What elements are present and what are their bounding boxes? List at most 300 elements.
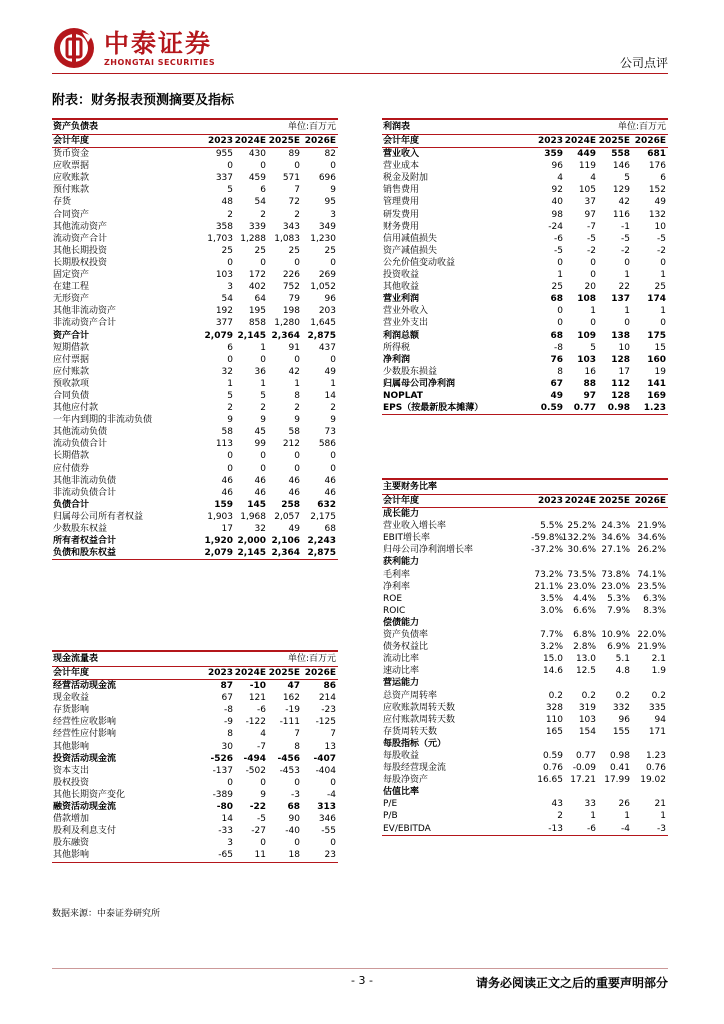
cell-value: 2 — [227, 403, 233, 414]
cell-value: 2,875 — [307, 548, 336, 559]
logo-english-name: ZHONGTAI SECURITIES — [104, 58, 216, 67]
cell-value: 0.2 — [581, 690, 596, 701]
cell-value: 4 — [590, 173, 596, 184]
cell-value: 195 — [248, 306, 266, 317]
row-label: 偿债能力 — [383, 617, 420, 628]
cell-value: 0.76 — [542, 763, 563, 774]
cell-value: -404 — [315, 765, 336, 776]
row-label: 销售费用 — [383, 185, 420, 196]
cell-value: 17.99 — [604, 775, 630, 786]
table-row — [382, 774, 668, 786]
cell-value: 332 — [612, 702, 630, 713]
cell-value: 343 — [282, 221, 300, 232]
cell-value: 5 — [624, 173, 630, 184]
cell-value: 5 — [227, 185, 233, 196]
cell-value: 2 — [557, 811, 563, 822]
cell-value: 0 — [557, 318, 563, 329]
cell-value: 337 — [215, 173, 233, 184]
row-label: NOPLAT — [383, 390, 423, 401]
cell-value: 17.21 — [570, 775, 596, 786]
cell-value: 96 — [551, 161, 563, 172]
table-row — [382, 317, 668, 329]
cell-value: -13 — [548, 823, 563, 834]
table-row — [382, 257, 668, 269]
cell-value: 5 — [260, 390, 266, 401]
cell-value: 1,083 — [274, 233, 300, 244]
row-label: 研发费用 — [383, 209, 420, 220]
cell-value: 79 — [288, 294, 300, 305]
cell-value: 0.77 — [575, 750, 596, 761]
row-label: 应收账款 — [53, 173, 90, 184]
financial-ratios-table — [382, 478, 668, 836]
cell-value: 10 — [654, 221, 666, 232]
cell-value: -111 — [279, 717, 300, 728]
cell-value: 0.59 — [542, 750, 563, 761]
table-row — [52, 366, 338, 378]
table-unit: 单位:百万元 — [287, 122, 336, 132]
cell-value: 73.5% — [567, 569, 596, 580]
cell-value: -24 — [548, 221, 563, 232]
cell-value: 99 — [254, 439, 266, 450]
table-title: 现金流量表 — [53, 654, 99, 664]
cell-value: 0 — [294, 451, 300, 462]
cell-value: 96 — [324, 294, 336, 305]
table-title: 主要财务比率 — [383, 482, 438, 492]
table-row — [382, 544, 668, 556]
cell-value: 696 — [318, 173, 336, 184]
row-label: 少数股东权益 — [53, 524, 108, 534]
row-label: 应付账款周转天数 — [383, 714, 456, 725]
cell-value: 2,364 — [271, 330, 300, 341]
cell-value: 1 — [330, 378, 336, 389]
table-header-row — [52, 667, 338, 680]
cell-value: 14 — [324, 390, 336, 401]
table-row — [52, 245, 338, 257]
cell-value: 15 — [654, 342, 666, 353]
table-row — [382, 762, 668, 774]
cell-value: 90 — [288, 814, 300, 825]
column-header: 2024E — [234, 668, 266, 678]
cell-value: 32 — [221, 366, 233, 377]
cell-value: -37.2% — [531, 545, 563, 556]
cell-value: 0 — [557, 306, 563, 317]
cell-value: 3.5% — [540, 593, 563, 604]
table-row — [52, 813, 338, 825]
cell-value: 162 — [282, 693, 300, 704]
row-label: 归母公司净利润增长率 — [383, 545, 474, 556]
table-row — [382, 569, 668, 581]
cell-value: 5 — [227, 390, 233, 401]
cell-value: -5 — [257, 814, 266, 825]
cell-value: 2,057 — [274, 511, 300, 522]
cell-value: 155 — [612, 726, 630, 737]
cell-value: 30 — [221, 741, 233, 752]
row-label: 资产减值损失 — [383, 245, 438, 256]
cell-value: 0.76 — [645, 763, 666, 774]
table-row — [382, 221, 668, 233]
cell-value: -40 — [285, 826, 300, 837]
cell-value: -55 — [321, 826, 336, 837]
cell-value: 14.6 — [542, 666, 563, 677]
column-header: 2023 — [207, 668, 233, 678]
table-row — [52, 765, 338, 777]
cell-value: 21.1% — [534, 581, 563, 592]
table-row — [382, 690, 668, 702]
table-row — [382, 342, 668, 354]
table-unit: 单位:百万元 — [287, 654, 336, 664]
cell-value: 17 — [221, 524, 233, 534]
cell-value: 858 — [248, 318, 266, 329]
cell-value: 346 — [318, 814, 336, 825]
cell-value: 40 — [551, 197, 563, 208]
cell-value: -22 — [249, 802, 266, 813]
row-label: 每股经营现金流 — [383, 763, 447, 774]
cell-value: 1 — [557, 270, 563, 281]
row-label: 速动比率 — [383, 666, 420, 677]
cell-value: 1 — [624, 306, 630, 317]
table-row — [52, 849, 338, 862]
column-header: 2026E — [304, 136, 336, 146]
cell-value: -137 — [212, 765, 233, 776]
table-unit: 单位:百万元 — [617, 122, 666, 132]
row-label: 资产合计 — [53, 330, 90, 341]
cell-value: 402 — [248, 282, 266, 293]
table-row — [382, 196, 668, 208]
row-label: 所有者权益合计 — [53, 536, 117, 547]
cell-value: 76 — [550, 354, 563, 365]
cell-value: 349 — [318, 221, 336, 232]
row-label: 财务费用 — [383, 221, 420, 232]
cell-value: 36 — [254, 366, 266, 377]
cell-value: -6 — [257, 705, 266, 716]
column-header: 2023 — [537, 136, 563, 146]
column-header: 会计年度 — [53, 668, 90, 678]
cell-value: 95 — [324, 197, 336, 208]
cell-value: 1 — [624, 270, 630, 281]
cell-value: 2,145 — [237, 548, 266, 559]
row-label: 合同资产 — [53, 209, 90, 220]
cell-value: -19 — [285, 705, 300, 716]
table-row — [52, 209, 338, 221]
cell-value: 0 — [260, 451, 266, 462]
cell-value: 172 — [248, 270, 266, 281]
row-label: 投资收益 — [383, 270, 420, 281]
cash-flow-table — [52, 650, 338, 863]
table-row — [382, 532, 668, 544]
table-row — [382, 798, 668, 810]
cell-value: 165 — [545, 726, 563, 737]
cell-value: 1 — [590, 811, 596, 822]
table-row — [52, 741, 338, 753]
table-row — [382, 714, 668, 726]
cell-value: 0 — [260, 257, 266, 268]
row-label: 归属母公司净利润 — [383, 378, 456, 389]
table-row — [382, 148, 668, 160]
cell-value: -3 — [657, 823, 666, 834]
cell-value: 145 — [247, 499, 266, 510]
table-row — [52, 535, 338, 547]
cell-value: 0 — [260, 463, 266, 474]
cell-value: 1,920 — [204, 536, 233, 547]
cell-value: 212 — [282, 439, 300, 450]
cell-value: 12.5 — [575, 666, 596, 677]
cell-value: 73.8% — [601, 569, 630, 580]
cell-value: 54 — [254, 197, 266, 208]
table-row — [52, 378, 338, 390]
table-row — [52, 160, 338, 172]
cell-value: 46 — [254, 475, 266, 486]
cell-value: 1 — [227, 378, 233, 389]
row-label: 流动比率 — [383, 654, 420, 665]
cell-value: 2 — [330, 403, 336, 414]
cell-value: 10.9% — [601, 630, 630, 641]
cell-value: -122 — [245, 717, 266, 728]
row-label: 营业利润 — [383, 294, 420, 305]
cell-value: 2,106 — [271, 536, 300, 547]
cell-value: 2.8% — [573, 642, 596, 653]
table-row — [52, 753, 338, 765]
cell-value: -389 — [212, 789, 233, 800]
row-label: 估值比率 — [383, 787, 420, 798]
cell-value: 17 — [618, 366, 630, 377]
cell-value: 1,968 — [240, 511, 266, 522]
cell-value: 4 — [260, 729, 266, 740]
cell-value: 47 — [287, 681, 300, 692]
cell-value: 152 — [648, 185, 666, 196]
cell-value: 0 — [624, 257, 630, 268]
cell-value: 42 — [618, 197, 630, 208]
cell-value: 449 — [577, 149, 596, 160]
cell-value: 21.9% — [637, 642, 666, 653]
cell-value: 571 — [282, 173, 300, 184]
cell-value: 7.9% — [607, 605, 630, 616]
cell-value: 146 — [612, 161, 630, 172]
table-row — [382, 281, 668, 293]
cell-value: 192 — [215, 306, 233, 317]
cell-value: 2 — [260, 209, 266, 220]
cell-value: 0 — [227, 354, 233, 365]
cell-value: 25 — [654, 282, 666, 293]
row-label: 长期股权投资 — [53, 257, 108, 268]
cell-value: 3 — [227, 282, 233, 293]
table-row — [382, 593, 668, 605]
table-header-row — [382, 135, 668, 148]
cell-value: 226 — [282, 270, 300, 281]
table-row — [382, 172, 668, 184]
cell-value: 16.65 — [537, 775, 563, 786]
cell-value: 313 — [317, 802, 336, 813]
cell-value: 113 — [215, 439, 233, 450]
row-label: 非流动资产合计 — [53, 318, 117, 329]
table-row — [52, 233, 338, 245]
row-label: 一年内到期的非流动负债 — [53, 415, 153, 426]
cell-value: 1 — [660, 811, 666, 822]
cell-value: 19 — [654, 366, 666, 377]
column-header: 2024E — [564, 136, 596, 146]
cell-value: 2.1 — [651, 654, 666, 665]
cell-value: 14 — [221, 814, 233, 825]
cell-value: 160 — [647, 354, 666, 365]
cell-value: -0.09 — [572, 763, 596, 774]
cell-value: 0 — [294, 838, 300, 849]
cell-value: 0 — [330, 451, 336, 462]
logo-chinese-name: 中泰证券 — [104, 29, 213, 58]
column-header: 2026E — [304, 668, 336, 678]
cell-value: 0 — [624, 318, 630, 329]
table-row — [382, 520, 668, 532]
cell-value: -5 — [554, 245, 563, 256]
table-row — [52, 269, 338, 281]
cell-value: 2,000 — [237, 536, 266, 547]
cell-value: 68 — [324, 524, 336, 534]
table-row — [52, 172, 338, 184]
cell-value: 6.6% — [573, 605, 596, 616]
column-header: 2025E — [268, 668, 300, 678]
cell-value: 108 — [577, 294, 596, 305]
header-divider — [52, 73, 668, 74]
table-title-row — [382, 118, 668, 135]
cell-value: 58 — [221, 427, 233, 438]
cell-value: 6 — [227, 342, 233, 353]
cell-value: 7 — [294, 185, 300, 196]
cell-value: 3 — [330, 209, 336, 220]
table-row — [382, 184, 668, 196]
cell-value: 13 — [324, 741, 336, 752]
cell-value: 203 — [318, 306, 336, 317]
table-row — [52, 789, 338, 801]
cell-value: 0 — [294, 161, 300, 172]
row-label: 其他影响 — [53, 741, 90, 752]
cell-value: -8 — [224, 705, 233, 716]
cell-value: 1 — [624, 811, 630, 822]
cell-value: 1 — [294, 378, 300, 389]
cell-value: 128 — [611, 354, 630, 365]
column-header: 2024E — [234, 136, 266, 146]
row-label: 预收款项 — [53, 378, 90, 389]
cell-value: 138 — [611, 330, 630, 341]
table-row — [52, 523, 338, 535]
cell-value: 169 — [647, 390, 666, 401]
cell-value: 0.77 — [573, 403, 596, 414]
cell-value: 1,230 — [310, 233, 336, 244]
row-label: EV/EBITDA — [383, 823, 431, 834]
row-label: 其他非流动负债 — [53, 475, 117, 486]
row-label: 存货周转天数 — [383, 726, 438, 737]
cell-value: 9 — [330, 185, 336, 196]
cell-value: -2 — [657, 245, 666, 256]
cell-value: 3 — [227, 838, 233, 849]
column-header: 2023 — [207, 136, 233, 146]
cell-value: -23 — [321, 705, 336, 716]
cell-value: 0 — [227, 463, 233, 474]
cell-value: 73 — [324, 427, 336, 438]
row-label: 所得税 — [383, 342, 411, 353]
cell-value: 0 — [330, 257, 336, 268]
cell-value: -7 — [587, 221, 596, 232]
cell-value: 23 — [324, 850, 336, 861]
table-row — [52, 716, 338, 728]
cell-value: 89 — [288, 149, 300, 160]
cell-value: 97 — [584, 209, 596, 220]
row-label: 公允价值变动收益 — [383, 257, 456, 268]
cell-value: 0 — [260, 354, 266, 365]
table-row — [52, 728, 338, 740]
row-label: 总资产周转率 — [383, 690, 438, 701]
cell-value: 5.3% — [607, 593, 630, 604]
row-label: 每股收益 — [383, 750, 420, 761]
cell-value: 109 — [577, 330, 596, 341]
row-label: 长期借款 — [53, 451, 90, 462]
cell-value: 0 — [557, 257, 563, 268]
cell-value: 105 — [578, 185, 596, 196]
cell-value: 3.2% — [540, 642, 563, 653]
table-row — [52, 511, 338, 523]
cell-value: 586 — [318, 439, 336, 450]
cell-value: 9 — [294, 415, 300, 426]
row-label: 营业成本 — [383, 161, 420, 172]
cell-value: 2,875 — [307, 330, 336, 341]
row-label: 经营性应付影响 — [53, 729, 117, 740]
footer-divider — [52, 968, 668, 969]
table-row — [382, 354, 668, 366]
cell-value: 27.1% — [601, 545, 630, 556]
balance-sheet-table — [52, 118, 338, 560]
table-row — [52, 354, 338, 366]
cell-value: 24.3% — [601, 521, 630, 532]
cell-value: 0 — [227, 451, 233, 462]
table-row — [382, 209, 668, 221]
cell-value: 23.0% — [601, 581, 630, 592]
cell-value: 49 — [324, 366, 336, 377]
cell-value: 0 — [590, 257, 596, 268]
cell-value: 174 — [647, 294, 666, 305]
cell-value: 358 — [215, 221, 233, 232]
cell-value: 171 — [648, 726, 666, 737]
cell-value: 46 — [254, 487, 266, 498]
row-label: 融资活动现金流 — [53, 802, 117, 813]
cell-value: 154 — [578, 726, 596, 737]
table-row — [382, 508, 668, 520]
table-row — [52, 342, 338, 354]
row-label: 股权投资 — [53, 777, 90, 788]
table-row — [382, 305, 668, 317]
cell-value: 328 — [545, 702, 563, 713]
cell-value: 2 — [227, 209, 233, 220]
row-label: 其他收益 — [383, 282, 420, 293]
row-label: 成长能力 — [383, 509, 420, 520]
table-row — [52, 293, 338, 305]
cell-value: 137 — [611, 294, 630, 305]
cell-value: 49 — [550, 390, 563, 401]
row-label: 应付债券 — [53, 463, 90, 474]
row-label: 非流动负债合计 — [53, 487, 117, 498]
cell-value: 1,052 — [310, 282, 336, 293]
column-header: 2025E — [598, 496, 630, 506]
cell-value: 0 — [260, 777, 266, 788]
table-row — [382, 665, 668, 677]
cell-value: 1 — [660, 270, 666, 281]
cell-value: 0 — [227, 257, 233, 268]
cell-value: 159 — [214, 499, 233, 510]
table-row — [382, 402, 668, 415]
cell-value: 13.0 — [575, 654, 596, 665]
cell-value: 558 — [611, 149, 630, 160]
column-header: 2024E — [564, 496, 596, 506]
cell-value: 34.6% — [637, 533, 666, 544]
cell-value: 67 — [550, 378, 563, 389]
cell-value: -8 — [554, 342, 563, 353]
row-label: 预付账款 — [53, 185, 90, 196]
